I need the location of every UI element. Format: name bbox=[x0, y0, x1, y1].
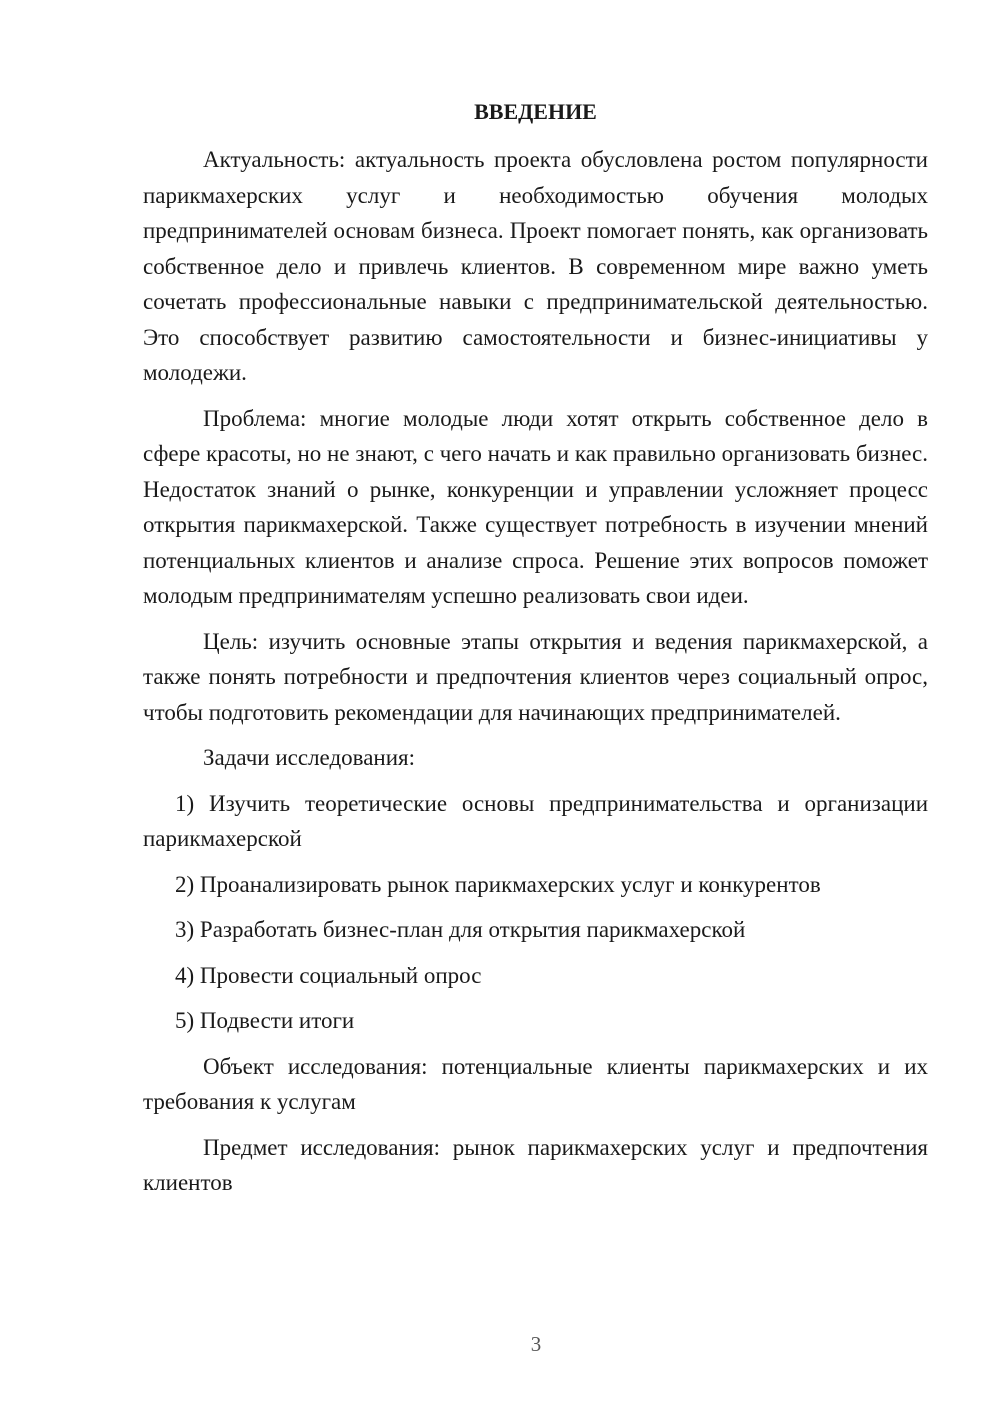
paragraph-problem: Проблема: многие молодые люди хотят открыть собственное дело в сфере красоты, но не знают, с чего начать и как правильно организовать бизнес. Недостаток знаний о рынке, конкуренции и управлении усложняет процесс открытия парикмахерской. Также существует потребность в изучении мнений потенциальных клиентов и анализе спроса. Решение этих вопросов поможет молодым предпринимателям успешно реализовать свои идеи. bbox=[143, 405, 928, 608]
tasks-list bbox=[143, 786, 928, 1039]
task-item: 2) Проанализировать рынок парикмахерских услуг и конкурентов bbox=[175, 871, 821, 897]
page-number: 3 bbox=[530, 1332, 542, 1356]
paragraph-object: Объект исследования: потенциальные клиенты парикмахерских и их требования к услугам bbox=[143, 1053, 928, 1114]
task-item: 5) Подвести итоги bbox=[175, 1008, 355, 1033]
paragraph-goal: Цель: изучить основные этапы открытия и ведения парикмахерской, а также понять потребности и предпочтения клиентов через социальный опрос, чтобы подготовить рекомендации для начинающих предпринимателей. bbox=[143, 628, 928, 725]
paragraph-relevance: Актуальность: актуальность проекта обусловлена ростом популярности парикмахерских услуг и необходимостью обучения молодых предпринимателей основам бизнеса. Проект помогает понять, как организовать собственное дело и привлечь клиентов. В современном мире важно уметь сочетать профессиональные навыки с предпринимательской деятельностью. Это способствует развитию самостоятельности и бизнес-инициативы у молодежи. bbox=[143, 147, 928, 385]
task-item: 1) Изучить теоретические основы предпринимательства и организации парикмахерской bbox=[143, 790, 928, 851]
tasks-heading: Задачи исследования: bbox=[203, 745, 416, 770]
task-item: 3) Разработать бизнес-план для открытия парикмахерской bbox=[175, 917, 746, 942]
task-item: 4) Провести социальный опрос bbox=[175, 962, 482, 988]
page-content bbox=[143, 94, 928, 1211]
section-title: ВВЕДЕНИЕ bbox=[474, 99, 597, 124]
paragraph-subject: Предмет исследования: рынок парикмахерских услуг и предпочтения клиентов bbox=[143, 1134, 928, 1195]
